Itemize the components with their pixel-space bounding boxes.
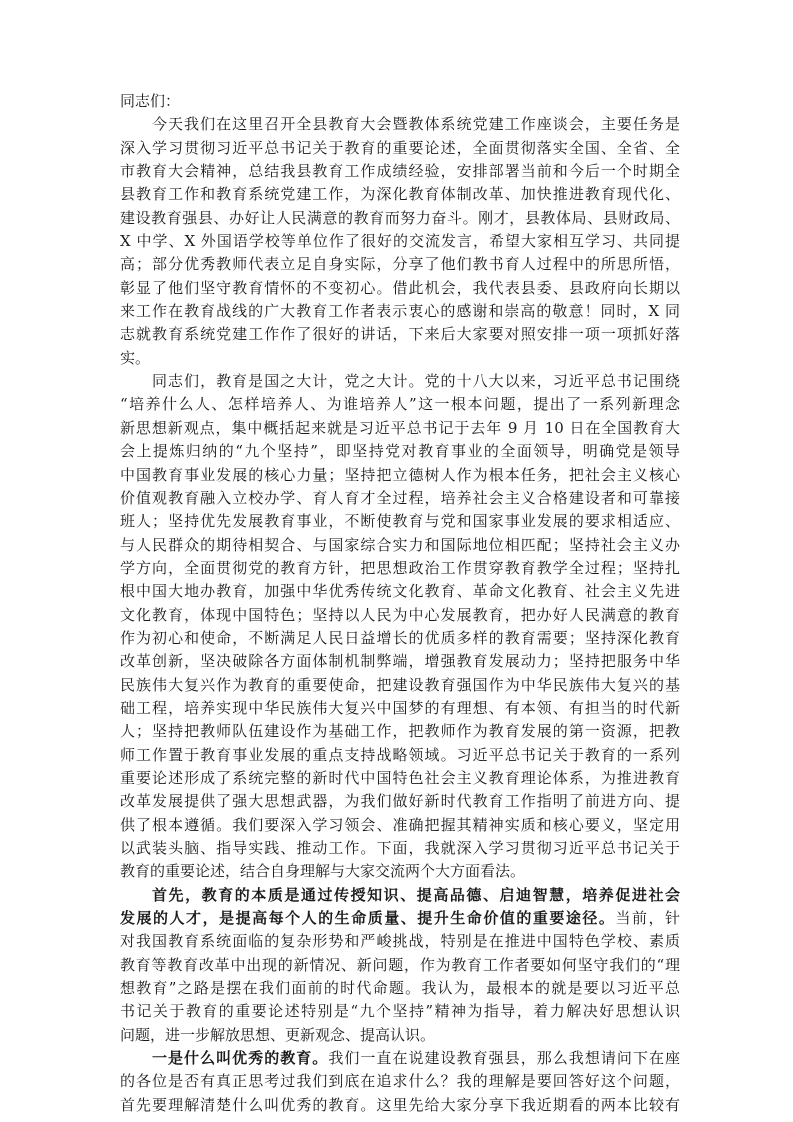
text-line: 学方向，全面贯彻党的教育方针，把思想政治工作贯穿教育教学全过程；坚持扎 xyxy=(120,558,680,577)
document-body xyxy=(120,90,680,1117)
bold-lead: 首先，教育的本质是通过传授知识、提高品德、启迪智慧，培养促进社会 xyxy=(152,885,680,904)
bold-lead: 发展的人才，是提高每个人的生命质量、提升生命价值的重要途径。 xyxy=(120,909,616,928)
text-line: 来工作在教育战线的广大教育工作者表示衷心的感谢和崇高的敬意！同时，X 同 xyxy=(120,302,680,321)
text-line: 改革发展提供了强大思想武器，为我们做好新时代教育工作指明了前进方向、提 xyxy=(120,792,680,811)
text-line: 价值观教育融入立校办学、育人育才全过程，培养社会主义合格建设者和可靠接 xyxy=(120,488,680,507)
text-line: 高；部分优秀教师代表立足自身实际，分享了他们教书育人过程中的所思所悟， xyxy=(120,255,680,274)
text-line: 重要论述形成了系统完整的新时代中国特色社会主义教育理论体系，为推进教育 xyxy=(120,768,680,787)
text-line: 以武装头脑、指导实践、推动工作。下面，我就深入学习贯彻习近平总书记关于 xyxy=(120,839,680,857)
text-line: 建设教育强县、办好让人民满意的教育而努力奋斗。刚才，县教体局、县财政局、 xyxy=(120,208,680,227)
text-line: 首先要理解清楚什么叫优秀的教育。这里先给大家分享下我近期看的两本比较有 xyxy=(120,1095,680,1114)
text-line: X 中学、X 外国语学校等单位作了很好的交流发言，希望大家相互学习、共同提 xyxy=(120,232,680,251)
text-line: 书记关于教育的重要论述特别是“九个坚持”精神为指导，着力解决好思想认识 xyxy=(120,1002,680,1021)
text-line: 中国教育事业发展的核心力量；坚持把立德树人作为根本任务，把社会主义核心 xyxy=(120,465,680,484)
text-line: 作为初心和使命，不断满足人民日益增长的优质多样的教育需要；坚持深化教育 xyxy=(120,628,680,647)
text-line: 同志们，教育是国之大计，党之大计。党的十八大以来，习近平总书记围绕 xyxy=(152,372,680,391)
text-line: 班人；坚持优先发展教育事业，不断使教育与党和国家事业发展的要求相适应、 xyxy=(120,512,680,531)
text-line: 会上提炼归纳的“九个坚持”，即坚持党对教育事业的全面领导，明确党是领导 xyxy=(120,442,680,461)
text-line: 根中国大地办教育，加强中华优秀传统文化教育、革命文化教育、社会主义先进 xyxy=(120,582,680,601)
text-line: “培养什么人、怎样培养人、为谁培养人”这一根本问题，提出了一系列新理念 xyxy=(120,395,680,414)
text-line: 想教育”之路是摆在我们面前的时代命题。我认为，最根本的就是要以习近平总 xyxy=(120,979,680,998)
salutation: 同志们： xyxy=(120,92,181,110)
text-line xyxy=(120,907,680,930)
paragraph xyxy=(120,1047,680,1117)
text-line: 人；坚持把教师队伍建设作为基础工作，把教师作为教育发展的第一资源，把教 xyxy=(120,722,680,741)
text-line: 与人民群众的期待相契合、与国家综合实力和国际地位相匹配；坚持社会主义办 xyxy=(120,535,680,554)
text-line: 实。 xyxy=(120,348,151,367)
text-line xyxy=(120,1047,680,1070)
text-line: 新思想新观点，集中概括起来就是习近平总书记于去年 9 月 10 日在全国教育大 xyxy=(120,418,680,437)
text-line: 对我国教育系统面临的复杂形势和严峻挑战，特别是在推进中国特色学校、素质 xyxy=(120,932,680,951)
paragraph xyxy=(120,113,680,370)
text-line: 改革创新，坚决破除各方面体制机制弊端，增强教育发展动力；坚持把服务中华 xyxy=(120,652,680,671)
text-line: 民族伟大复兴作为教育的重要使命，把建设教育强国作为中华民族伟大复兴的基 xyxy=(120,675,680,694)
text-line: 供了根本遵循。我们要深入学习领会、准确把握其精神实质和核心要义，坚定用 xyxy=(120,815,680,834)
text-line: 志就教育系统党建工作作了很好的讲话，下来后大家要对照安排一项一项抓好落 xyxy=(120,325,680,344)
text-line: 市教育大会精神，总结我县教育工作成绩经验，安排部署当前和今后一个时期全 xyxy=(120,162,680,181)
text-line: 县教育工作和教育系统党建工作，为深化教育体制改革、加快推进教育现代化、 xyxy=(120,185,680,204)
text-line xyxy=(120,884,680,907)
text-line: 师工作置于教育事业发展的重点支持战略领域。习近平总书记关于教育的一系列 xyxy=(120,745,680,764)
text-line: 教育的重要论述，结合自身理解与大家交流两个大方面看法。 xyxy=(120,862,526,881)
bold-lead: 一是什么叫优秀的教育。 xyxy=(152,1049,329,1068)
text-run: 当前，针 xyxy=(615,909,680,928)
text-line: 础工程，培养实现中华民族伟大复兴中国梦的有理想、有本领、有担当的时代新 xyxy=(120,698,680,717)
text-run: 我们一直在说建设教育强县，那么我想请问下在座 xyxy=(328,1049,680,1068)
paragraph xyxy=(120,370,680,884)
text-line: 彰显了他们坚守教育情怀的不变初心。借此机会，我代表县委、县政府向长期以 xyxy=(120,278,680,297)
text-line: 问题，进一步解放思想、更新观念、提高认识。 xyxy=(120,1025,436,1044)
text-line: 今天我们在这里召开全县教育大会暨教体系统党建工作座谈会，主要任务是 xyxy=(152,115,680,134)
text-line: 文化教育，体现中国特色；坚持以人民为中心发展教育，把办好人民满意的教育 xyxy=(120,605,680,624)
text-line: 深入学习贯彻习近平总书记关于教育的重要论述，全面贯彻落实全国、全省、全 xyxy=(120,138,680,157)
text-line: 教育等教育改革中出现的新情况、新问题，作为教育工作者要如何坚守我们的“理 xyxy=(120,955,680,974)
paragraph xyxy=(120,884,680,1047)
text-line: 的各位是否有真正思考过我们到底在追求什么？我的理解是要回答好这个问题， xyxy=(120,1072,680,1091)
